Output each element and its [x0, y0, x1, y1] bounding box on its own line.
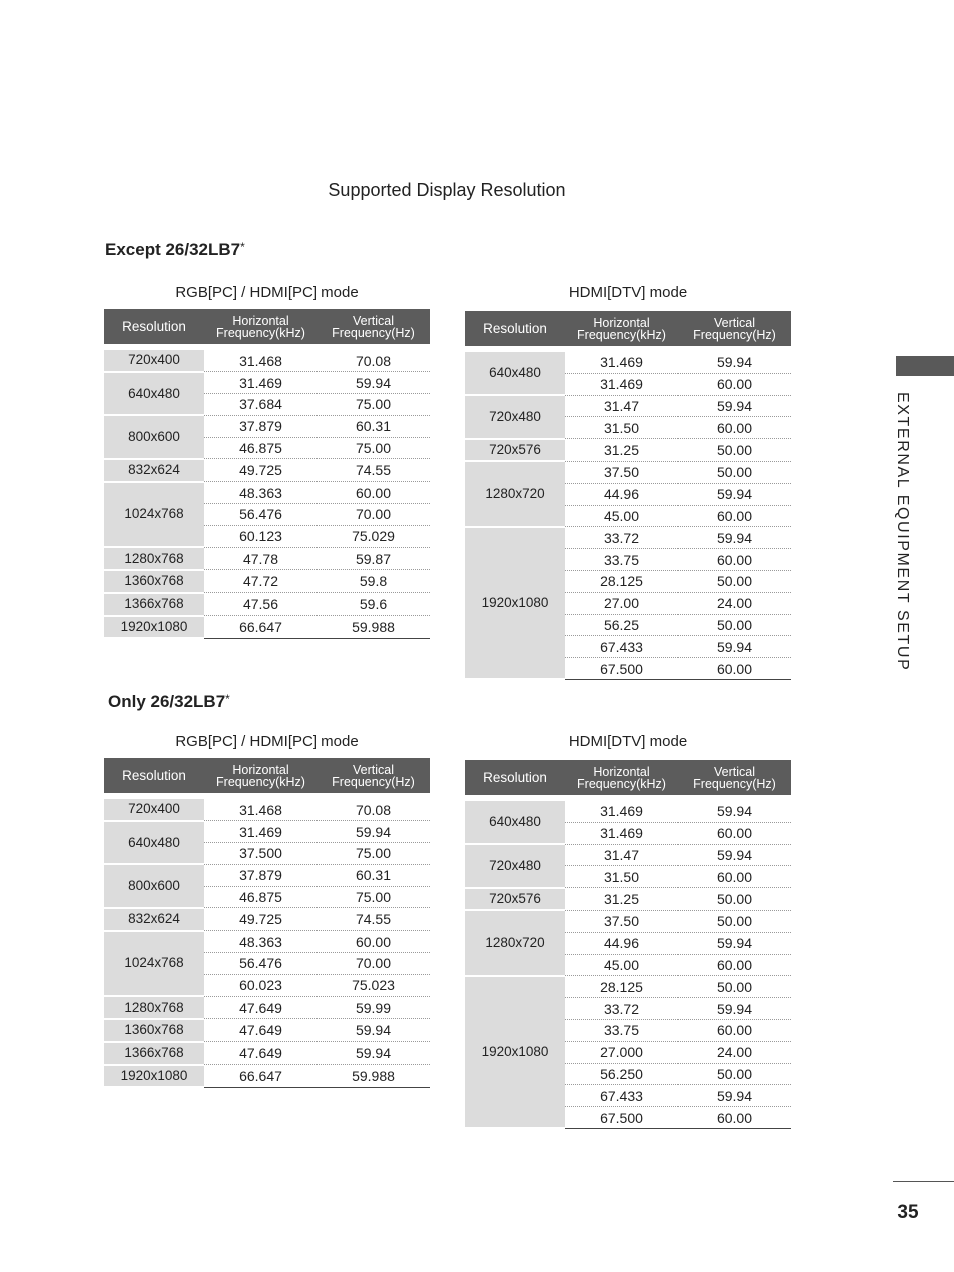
horizontal-frequency-cell: 46.875 [204, 437, 317, 459]
table-row [104, 415, 430, 437]
table-row [104, 1042, 430, 1065]
horizontal-frequency-cell: 27.00 [565, 592, 678, 614]
resolution-cell: 1280x768 [104, 547, 204, 570]
horizontal-frequency-cell: 49.725 [204, 908, 317, 931]
table-row [104, 996, 430, 1019]
table-row [104, 931, 430, 953]
vertical-frequency-cell: 50.00 [678, 910, 791, 932]
resolution-cell: 1280x768 [104, 996, 204, 1019]
horizontal-frequency-cell: 47.649 [204, 1019, 317, 1042]
vertical-frequency-cell: 75.023 [317, 974, 430, 996]
horizontal-frequency-cell: 31.469 [204, 821, 317, 843]
dtv-table-only [465, 760, 791, 1129]
table-row [104, 821, 430, 843]
table-row [465, 844, 791, 866]
vertical-frequency-cell: 59.94 [678, 998, 791, 1020]
table-row [104, 372, 430, 394]
vertical-frequency-cell: 60.00 [678, 866, 791, 888]
table-row [465, 910, 791, 932]
header-resolution: Resolution [104, 758, 204, 796]
resolution-cell: 1360x768 [104, 570, 204, 593]
header-horizontal-frequency: Horizontal Frequency(kHz) [204, 309, 317, 347]
resolution-cell: 640x480 [104, 372, 204, 416]
table-row [465, 527, 791, 549]
horizontal-frequency-cell: 47.649 [204, 996, 317, 1019]
resolution-cell: 640x480 [465, 349, 565, 395]
horizontal-frequency-cell: 44.96 [565, 483, 678, 505]
table-row [104, 347, 430, 372]
vertical-frequency-cell: 75.00 [317, 394, 430, 416]
vertical-frequency-cell: 59.94 [317, 821, 430, 843]
horizontal-frequency-cell: 60.023 [204, 974, 317, 996]
resolution-cell: 1366x768 [104, 593, 204, 616]
horizontal-frequency-cell: 67.433 [565, 636, 678, 658]
vertical-frequency-cell: 50.00 [678, 461, 791, 483]
vertical-frequency-cell: 59.94 [678, 798, 791, 822]
resolution-cell: 1920x1080 [104, 1065, 204, 1088]
resolution-cell: 800x600 [104, 864, 204, 908]
table-row [465, 395, 791, 417]
horizontal-frequency-cell: 45.00 [565, 954, 678, 976]
horizontal-frequency-cell: 67.500 [600, 660, 643, 677]
horizontal-frequency-cell: 44.96 [565, 932, 678, 954]
resolution-cell: 720x400 [104, 796, 204, 821]
horizontal-frequency-cell: 33.75 [565, 549, 678, 571]
horizontal-frequency-cell: 33.72 [565, 527, 678, 549]
vertical-frequency-cell: 59.94 [317, 1019, 430, 1042]
vertical-frequency-cell: 59.94 [678, 349, 791, 373]
vertical-frequency-cell: 50.00 [678, 976, 791, 998]
vertical-frequency-cell: 59.8 [317, 570, 430, 593]
vertical-frequency-cell: 24.00 [678, 592, 791, 614]
horizontal-frequency-cell: 31.469 [204, 372, 317, 394]
resolution-cell: 720x576 [465, 439, 565, 462]
vertical-frequency-cell: 50.00 [678, 1063, 791, 1085]
vertical-frequency-cell: 70.08 [317, 347, 430, 372]
side-section-label: EXTERNAL EQUIPMENT SETUP [894, 392, 911, 672]
header-resolution: Resolution [465, 311, 565, 349]
vertical-frequency-cell: 59.87 [317, 547, 430, 570]
horizontal-frequency-cell: 67.433 [565, 1085, 678, 1107]
table-row [104, 616, 430, 639]
resolution-cell: 1920x1080 [465, 527, 565, 680]
horizontal-frequency-cell: 31.25 [565, 888, 678, 911]
table-row [104, 482, 430, 504]
horizontal-frequency-cell: 47.72 [204, 570, 317, 593]
dtv-table-except [465, 311, 791, 680]
horizontal-frequency-cell: 48.363 [204, 931, 317, 953]
header-horizontal-frequency: Horizontal Frequency(kHz) [565, 760, 678, 798]
page-number: 35 [897, 1202, 919, 1223]
horizontal-frequency-cell: 67.500 [600, 1109, 643, 1126]
vertical-frequency-cell: 59.94 [678, 527, 791, 549]
table-row [104, 459, 430, 482]
vertical-frequency-cell: 60.00 [678, 549, 791, 571]
horizontal-frequency-cell: 37.879 [204, 415, 317, 437]
horizontal-frequency-cell: 48.363 [204, 482, 317, 504]
dtv-mode-title-except: HDMI[DTV] mode [568, 284, 688, 301]
horizontal-frequency-cell: 56.476 [204, 504, 317, 526]
vertical-frequency-cell: 75.00 [317, 437, 430, 459]
resolution-cell: 800x600 [104, 415, 204, 459]
rgb-mode-title-except: RGB[PC] / HDMI[PC] mode [175, 284, 359, 301]
resolution-cell: 832x624 [104, 908, 204, 931]
horizontal-frequency-cell: 33.75 [565, 1019, 678, 1041]
table-row [104, 1019, 430, 1042]
vertical-frequency-cell: 60.00 [716, 660, 753, 677]
vertical-frequency-cell: 59.6 [317, 593, 430, 616]
page-title: Supported Display Resolution [328, 180, 566, 200]
horizontal-frequency-cell: 31.50 [565, 866, 678, 888]
vertical-frequency-cell: 59.94 [678, 932, 791, 954]
resolution-cell: 1920x1080 [104, 616, 204, 639]
horizontal-frequency-cell: 37.50 [565, 461, 678, 483]
resolution-cell: 640x480 [104, 821, 204, 865]
vertical-frequency-cell: 60.00 [678, 954, 791, 976]
vertical-frequency-cell: 59.94 [317, 372, 430, 394]
horizontal-frequency-cell: 47.56 [204, 593, 317, 616]
resolution-cell: 1920x1080 [465, 976, 565, 1129]
resolution-cell: 1280x720 [465, 910, 565, 975]
vertical-frequency-cell: 59.94 [678, 844, 791, 866]
horizontal-frequency-cell: 60.123 [204, 525, 317, 547]
vertical-frequency-cell: 59.94 [317, 1042, 430, 1065]
horizontal-frequency-cell: 37.684 [204, 394, 317, 416]
vertical-frequency-cell: 70.08 [317, 796, 430, 821]
horizontal-frequency-cell: 49.725 [204, 459, 317, 482]
vertical-frequency-cell: 24.00 [678, 1041, 791, 1063]
horizontal-frequency-cell: 56.25 [565, 614, 678, 636]
vertical-frequency-cell: 75.00 [317, 886, 430, 908]
table-row [104, 796, 430, 821]
horizontal-frequency-cell: 56.476 [204, 953, 317, 975]
header-vertical-frequency: Vertical Frequency(Hz) [678, 760, 791, 798]
horizontal-frequency-cell: 46.875 [204, 886, 317, 908]
vertical-frequency-cell: 60.00 [678, 417, 791, 439]
dtv-mode-title-only: HDMI[DTV] mode [568, 733, 688, 750]
vertical-frequency-cell: 75.029 [317, 525, 430, 547]
horizontal-frequency-cell: 37.879 [204, 864, 317, 886]
vertical-frequency-cell: 59.988 [352, 1067, 395, 1084]
table-row [465, 976, 791, 998]
header-vertical-frequency: Vertical Frequency(Hz) [317, 309, 430, 347]
table-row [104, 864, 430, 886]
table-row [465, 439, 791, 462]
resolution-cell: 832x624 [104, 459, 204, 482]
vertical-frequency-cell: 70.00 [317, 953, 430, 975]
vertical-frequency-cell: 50.00 [678, 614, 791, 636]
resolution-cell: 1024x768 [104, 931, 204, 996]
horizontal-frequency-cell: 31.469 [565, 798, 678, 822]
vertical-frequency-cell: 50.00 [678, 570, 791, 592]
table-header-row [104, 758, 430, 796]
vertical-frequency-cell: 75.00 [317, 843, 430, 865]
resolution-cell: 1280x720 [465, 461, 565, 526]
horizontal-frequency-cell: 47.649 [204, 1042, 317, 1065]
vertical-frequency-cell: 74.55 [317, 908, 430, 931]
section-title-only: Only 26/32LB7* [108, 692, 230, 711]
vertical-frequency-cell: 60.00 [678, 822, 791, 844]
header-resolution: Resolution [465, 760, 565, 798]
header-horizontal-frequency: Horizontal Frequency(kHz) [204, 758, 317, 796]
resolution-cell: 1366x768 [104, 1042, 204, 1065]
table-row [104, 570, 430, 593]
horizontal-frequency-cell: 31.468 [204, 796, 317, 821]
resolution-cell: 720x400 [104, 347, 204, 372]
vertical-frequency-cell: 59.94 [678, 636, 791, 658]
vertical-frequency-cell: 59.94 [678, 1085, 791, 1107]
table-row [465, 349, 791, 373]
horizontal-frequency-cell: 31.469 [565, 373, 678, 395]
table-row [465, 888, 791, 911]
table-row [104, 547, 430, 570]
horizontal-frequency-cell: 28.125 [565, 570, 678, 592]
table-header-row [104, 309, 430, 347]
horizontal-frequency-cell: 31.469 [565, 822, 678, 844]
page-number-divider [893, 1181, 954, 1182]
header-vertical-frequency: Vertical Frequency(Hz) [678, 311, 791, 349]
resolution-cell: 720x480 [465, 395, 565, 439]
horizontal-frequency-cell: 27.000 [565, 1041, 678, 1063]
resolution-cell: 720x576 [465, 888, 565, 911]
horizontal-frequency-cell: 47.78 [204, 547, 317, 570]
vertical-frequency-cell: 50.00 [678, 888, 791, 911]
horizontal-frequency-cell: 31.468 [204, 347, 317, 372]
header-resolution: Resolution [104, 309, 204, 347]
vertical-frequency-cell: 70.00 [317, 504, 430, 526]
resolution-cell: 720x480 [465, 844, 565, 888]
horizontal-frequency-cell: 37.50 [565, 910, 678, 932]
horizontal-frequency-cell: 45.00 [565, 505, 678, 527]
side-tab-bar [896, 356, 954, 376]
section-title-except: Except 26/32LB7* [105, 240, 245, 259]
horizontal-frequency-cell: 28.125 [565, 976, 678, 998]
table-header-row [465, 760, 791, 798]
vertical-frequency-cell: 74.55 [317, 459, 430, 482]
table-row [104, 593, 430, 616]
vertical-frequency-cell: 60.00 [317, 482, 430, 504]
vertical-frequency-cell: 60.00 [678, 505, 791, 527]
vertical-frequency-cell: 60.31 [317, 415, 430, 437]
resolution-cell: 1360x768 [104, 1019, 204, 1042]
rgb-mode-title-only: RGB[PC] / HDMI[PC] mode [175, 733, 359, 750]
header-horizontal-frequency: Horizontal Frequency(kHz) [565, 311, 678, 349]
horizontal-frequency-cell: 33.72 [565, 998, 678, 1020]
rgb-table-only [104, 758, 430, 1088]
horizontal-frequency-cell: 56.250 [565, 1063, 678, 1085]
resolution-cell: 1024x768 [104, 482, 204, 547]
horizontal-frequency-cell: 31.50 [565, 417, 678, 439]
table-row [104, 908, 430, 931]
horizontal-frequency-cell: 31.469 [565, 349, 678, 373]
table-header-row [465, 311, 791, 349]
horizontal-frequency-cell: 31.47 [565, 395, 678, 417]
rgb-table-except [104, 309, 430, 639]
vertical-frequency-cell: 60.00 [716, 1109, 753, 1126]
vertical-frequency-cell: 59.988 [352, 618, 395, 635]
vertical-frequency-cell: 59.94 [678, 483, 791, 505]
table-row [465, 461, 791, 483]
horizontal-frequency-cell: 66.647 [239, 1067, 282, 1084]
horizontal-frequency-cell: 31.25 [565, 439, 678, 462]
vertical-frequency-cell: 60.00 [678, 373, 791, 395]
horizontal-frequency-cell: 66.647 [239, 618, 282, 635]
table-row [465, 798, 791, 822]
horizontal-frequency-cell: 31.47 [565, 844, 678, 866]
resolution-cell: 640x480 [465, 798, 565, 844]
vertical-frequency-cell: 50.00 [678, 439, 791, 462]
vertical-frequency-cell: 60.31 [317, 864, 430, 886]
vertical-frequency-cell: 59.94 [678, 395, 791, 417]
table-row [104, 1065, 430, 1088]
vertical-frequency-cell: 60.00 [317, 931, 430, 953]
horizontal-frequency-cell: 37.500 [204, 843, 317, 865]
vertical-frequency-cell: 59.99 [317, 996, 430, 1019]
header-vertical-frequency: Vertical Frequency(Hz) [317, 758, 430, 796]
vertical-frequency-cell: 60.00 [678, 1019, 791, 1041]
